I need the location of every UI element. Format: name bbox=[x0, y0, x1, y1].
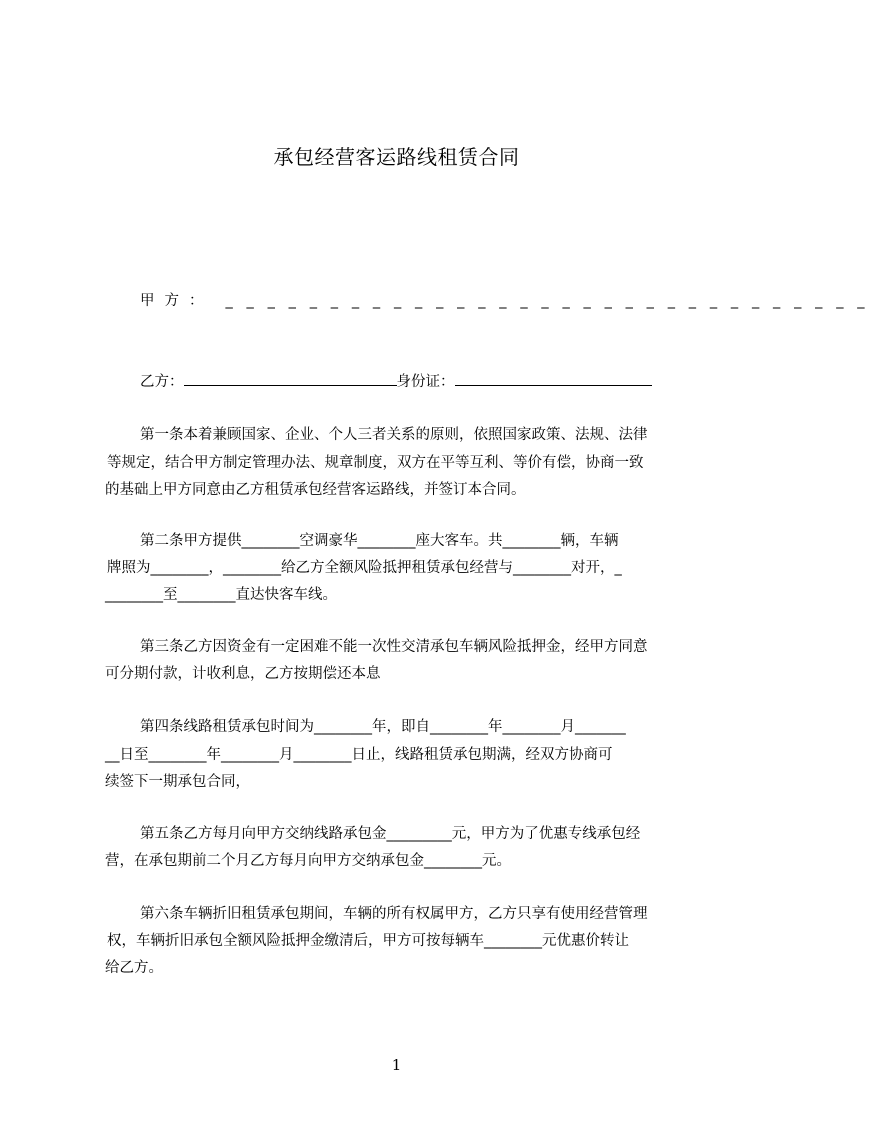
article-5-line-2: 营，在承包期前二个月乙方每月向甲方交纳承包金________元。 bbox=[105, 853, 511, 869]
article-2-line-1: 第二条甲方提供________空调豪华________座大客车。共________辆，车辆 bbox=[140, 533, 619, 549]
party-a-line bbox=[140, 290, 869, 312]
article-1-line-1: 第一条本着兼顾国家、企业、个人三者关系的原则，依照国家政策、法规、法律 bbox=[140, 427, 648, 443]
article-6-line-2: 权，车辆折旧承包全额风险抵押金缴清后，甲方可按每辆车________元优惠价转让 bbox=[107, 933, 629, 949]
party-b-name-blank bbox=[184, 370, 397, 386]
article-1-line-2: 等规定，结合甲方制定管理办法、规章制度，双方在平等互利、等价有偿，协商一致 bbox=[107, 455, 644, 471]
party-a-blank: _ _ _ _ _ _ _ _ _ _ _ _ _ _ _ _ _ _ _ _ _ _ _ _ _ _ _ _ _ _ _ bbox=[225, 293, 869, 309]
document-title: 承包经营客运路线租赁合同 bbox=[273, 145, 520, 169]
article-3-line-2: 可分期付款，计收利息，乙方按期偿还本息 bbox=[105, 666, 381, 682]
article-4-line-3: 续签下一期承包合同， bbox=[105, 774, 250, 790]
page-number: 1 bbox=[391, 1056, 402, 1074]
party-b-id-blank bbox=[455, 370, 652, 386]
article-4-line-2: __日至________年________月________日止，线路租赁承包期满，经双方协商可 bbox=[105, 747, 613, 763]
article-6-line-3: 给乙方。 bbox=[105, 960, 163, 976]
party-b-line bbox=[140, 370, 652, 393]
article-4-line-1: 第四条线路租赁承包时间为________年，即自________年________月_______ bbox=[140, 719, 626, 735]
article-6-line-1: 第六条车辆折旧租赁承包期间，车辆的所有权属甲方，乙方只享有使用经营管理 bbox=[140, 906, 648, 922]
party-b-label: 乙方： bbox=[140, 374, 184, 390]
party-b-id-label: 身份证： bbox=[396, 374, 455, 390]
article-3-line-1: 第三条乙方因资金有一定困难不能一次性交清承包车辆风险抵押金，经甲方同意 bbox=[140, 639, 648, 655]
article-2-line-2: 牌照为________，________给乙方全额风险抵押租赁承包经营与________对开，_ bbox=[107, 560, 622, 576]
party-a-label: 甲方： bbox=[140, 293, 214, 309]
article-2-line-3: ________至________直达快客车线。 bbox=[105, 587, 337, 603]
article-5-line-1: 第五条乙方每月向甲方交纳线路承包金_________元，甲方为了优惠专线承包经 bbox=[140, 826, 641, 842]
article-1-line-3: 的基础上甲方同意由乙方租赁承包经营客运路线，并签订本合同。 bbox=[105, 482, 526, 498]
